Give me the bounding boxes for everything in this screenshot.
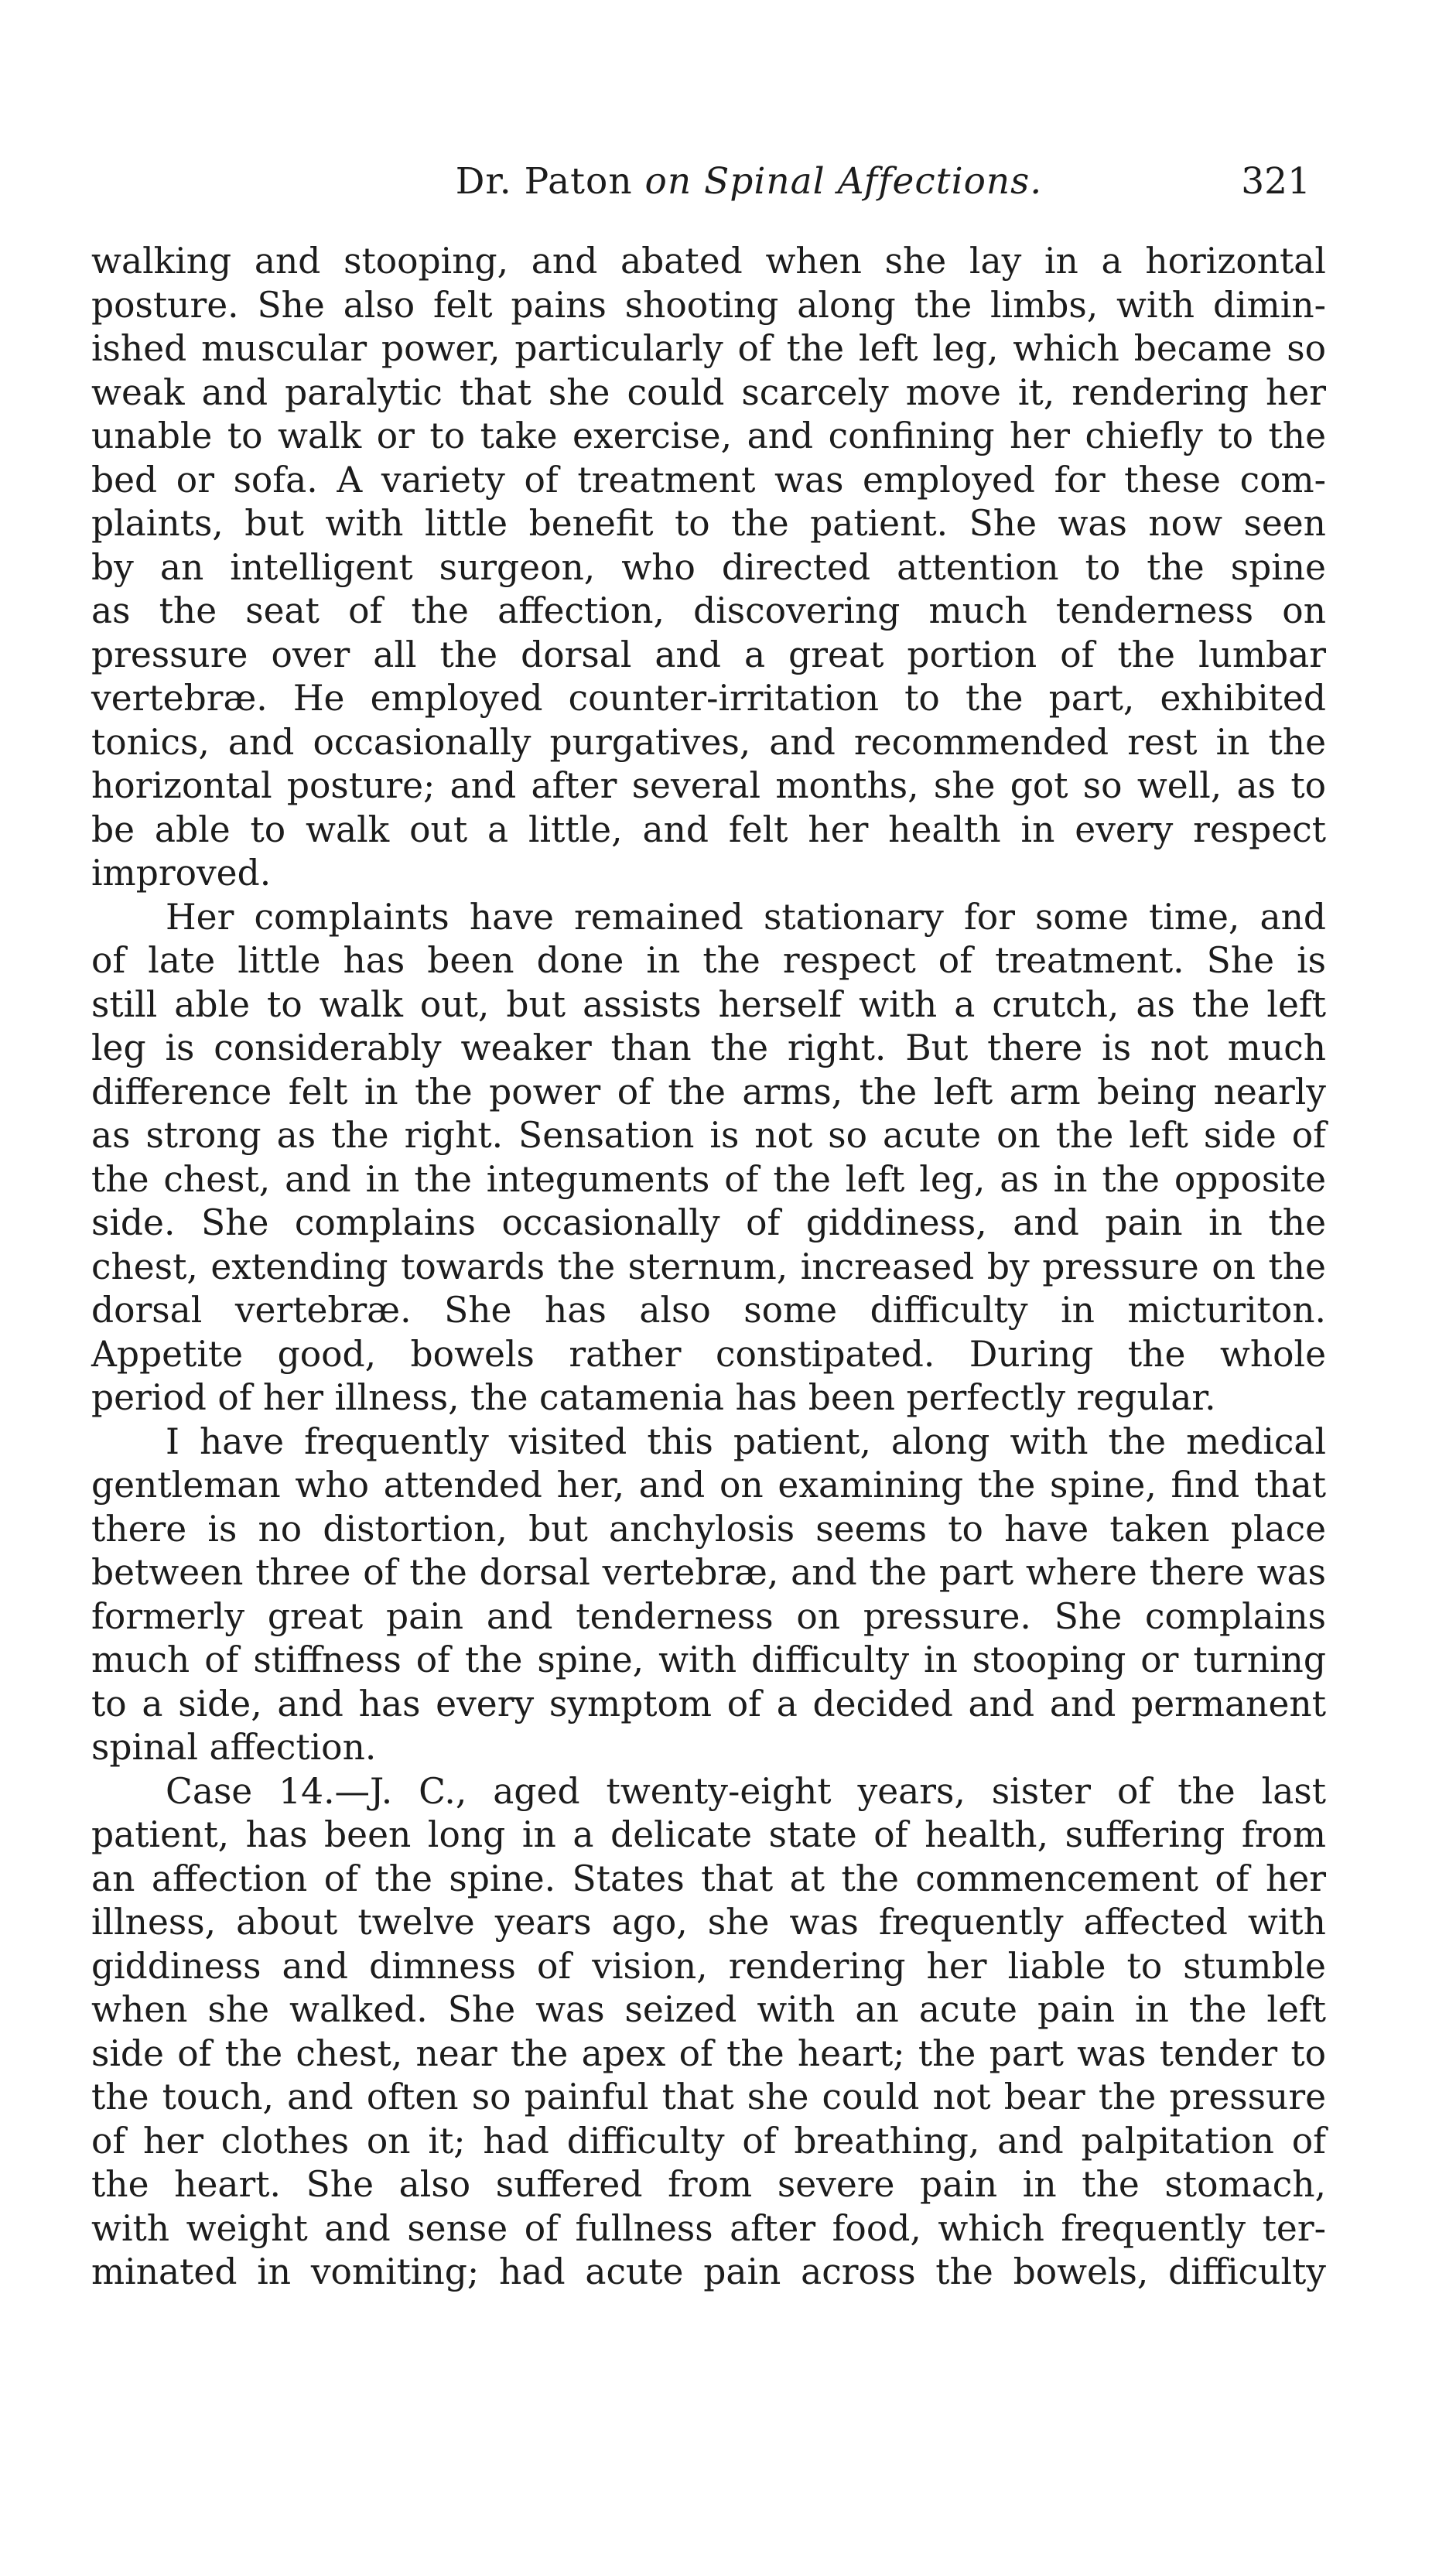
text-line: as the seat of the affection, discovering much tenderness on — [91, 590, 1326, 631]
text-line: side. She complains occasionally of giddiness, and pain in the — [91, 1202, 1326, 1243]
text-line: much of stiffness of the spine, with difficulty in stooping or turning — [91, 1639, 1326, 1680]
text-line: spinal affection. — [91, 1727, 377, 1768]
body-text — [91, 240, 1326, 2295]
text-line: bed or sofa. A variety of treatment was employed for these com- — [91, 459, 1326, 501]
text-line: giddiness and dimness of vision, rendering her liable to stumble — [91, 1945, 1326, 1987]
text-line: vertebræ. He employed counter-irritation to the part, exhibited — [91, 678, 1326, 719]
text-line: Her complaints have remained stationary for some time, and — [166, 896, 1326, 938]
text-line: minated in vomiting; had acute pain across the bowels, difficulty — [91, 2251, 1326, 2292]
text-line: chest, extending towards the sternum, increased by pressure on the — [91, 1246, 1326, 1287]
text-line: leg is considerably weaker than the right. But there is not much — [91, 1027, 1326, 1068]
text-line: gentleman who attended her, and on examining the spine, find that — [91, 1465, 1326, 1506]
running-title-subject: Spinal Affections. — [704, 160, 1043, 203]
text-line: difference felt in the power of the arms, the left arm being nearly — [91, 1071, 1326, 1113]
text-line: weak and paralytic that she could scarcely move it, rendering her — [91, 371, 1326, 413]
text-line: still able to walk out, but assists herself with a crutch, as the left — [91, 983, 1326, 1025]
running-title — [401, 155, 1097, 209]
text-line: dorsal vertebræ. She has also some difficulty in micturiton. — [91, 1290, 1326, 1331]
text-line: side of the chest, near the apex of the heart; the part was tender to — [91, 2032, 1326, 2074]
text-line: improved. — [91, 853, 272, 894]
text-line: plaints, but with little benefit to the patient. She was now seen — [91, 503, 1326, 544]
text-line: between three of the dorsal vertebræ, and the part where there was — [91, 1552, 1326, 1593]
text-line: by an intelligent surgeon, who directed attention to the spine — [91, 546, 1326, 588]
running-title-connector: on — [632, 160, 705, 203]
text-line: when she walked. She was seized with an acute pain in the left — [91, 1989, 1326, 2030]
text-line: pressure over all the dorsal and a great portion of the lumbar — [91, 634, 1326, 675]
text-line: the chest, and in the integuments of the left leg, as in the opposite — [91, 1158, 1326, 1200]
text-line: be able to walk out a little, and felt her health in every respect — [91, 808, 1326, 850]
text-line: an affection of the spine. States that at the commencement of her — [91, 1858, 1326, 1899]
text-line: Appetite good, bowels rather constipated. During the whole — [91, 1333, 1326, 1375]
text-line: of her clothes on it; had difficulty of breathing, and palpitation of — [91, 2120, 1326, 2162]
text-line: formerly great pain and tenderness on pressure. She complains — [91, 1595, 1326, 1637]
text-line: patient, has been long in a delicate state of health, suffering from — [91, 1814, 1326, 1855]
text-line: posture. She also felt pains shooting along the limbs, with dimin- — [91, 284, 1326, 326]
running-title-author: Dr. Paton — [455, 160, 633, 203]
page-number: 321 — [1241, 160, 1311, 203]
text-line: walking and stooping, and abated when she lay in a horizontal — [91, 241, 1326, 282]
text-line: the touch, and often so painful that she could not bear the pressure — [91, 2077, 1326, 2118]
text-line: as strong as the right. Sensation is not so acute on the left side of — [91, 1115, 1326, 1156]
page-header — [91, 155, 1326, 209]
text-line: of late little has been done in the respect of treatment. She is — [91, 940, 1326, 981]
text-line: unable to walk or to take exercise, and confining her chiefly to the — [91, 415, 1326, 456]
text-line: period of her illness, the catamenia has been perfectly regular. — [91, 1377, 1216, 1418]
text-line: to a side, and has every symptom of a decided and and permanent — [91, 1683, 1326, 1724]
text-line: tonics, and occasionally purgatives, and recommended rest in the — [91, 721, 1326, 763]
text-line: with weight and sense of fullness after food, which frequently ter- — [91, 2207, 1326, 2249]
text-line: Case 14.—J. C., aged twenty-eight years, sister of the last — [166, 1770, 1326, 1812]
text-line: horizontal posture; and after several months, she got so well, as to — [91, 765, 1326, 806]
text-line: the heart. She also suffered from severe pain in the stomach, — [91, 2164, 1326, 2205]
text-line: illness, about twelve years ago, she was frequently affected with — [91, 1902, 1326, 1943]
text-line: there is no distortion, but anchylosis seems to have taken place — [91, 1508, 1326, 1550]
text-line: ished muscular power, particularly of the left leg, which became so — [91, 328, 1326, 369]
text-line: I have frequently visited this patient, along with the medical — [166, 1420, 1326, 1462]
